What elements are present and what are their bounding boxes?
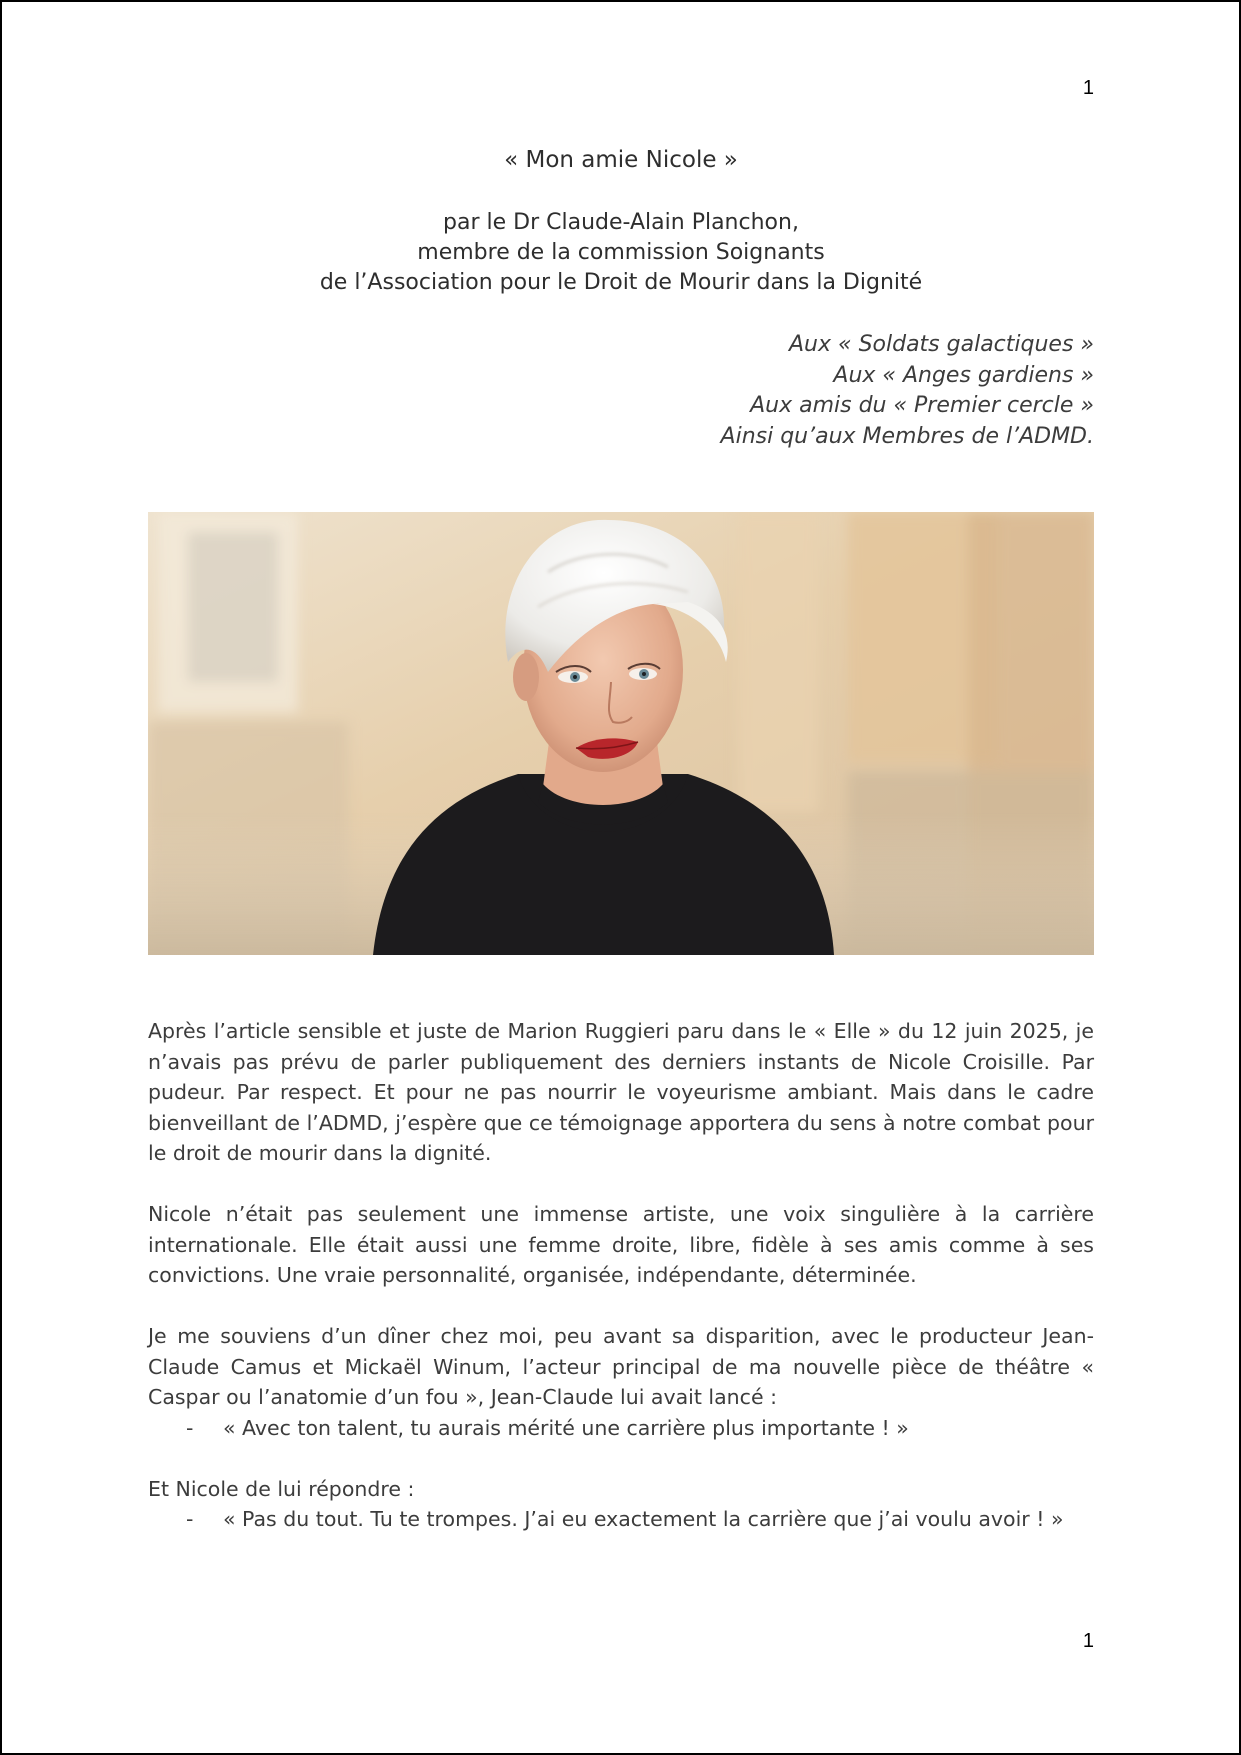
byline-line: membre de la commission Soignants (417, 240, 825, 265)
paragraph: Et Nicole de lui répondre : (148, 1476, 415, 1501)
dedication-line: Ainsi qu’aux Membres de l’ADMD. (720, 423, 1094, 449)
quote-text: « Avec ton talent, tu aurais mérité une carrière plus importante ! » (223, 1415, 909, 1440)
dedication-line: Aux « Anges gardiens » (833, 362, 1094, 388)
list-dash: - (186, 1507, 194, 1531)
quote-item (148, 1504, 1094, 1535)
dedication (602, 330, 1094, 452)
portrait-photo (148, 512, 1094, 955)
byline-line: par le Dr Claude-Alain Planchon, (443, 210, 799, 235)
quote-text: « Pas du tout. Tu te trompes. J’ai eu exactement la carrière que j’ai voulu avoir ! » (223, 1507, 1064, 1531)
paragraph: Nicole n’était pas seulement une immense artiste, une voix singulière à la carrière internationale. Elle était aussi une femme droite, libre, fidèle à ses amis comme à ses convictions. Une vraie personnalité, organisée, indépendante, déterminée. (148, 1202, 1094, 1287)
paragraph: Après l’article sensible et juste de Marion Ruggieri paru dans le « Elle » du 12 juin 2025, je n’avais pas prévu de parler publiquement des derniers instants de Nicole Croisille. Par pudeur. Par respect. Et pour ne pas nourrir le voyeurisme ambiant. Mais dans le cadre bienveillant de l’ADMD, j’espère que ce témoignage apportera du sens à notre combat pour le droit de mourir dans la dignité. (148, 1019, 1094, 1165)
byline-line: de l’Association pour le Droit de Mourir dans la Dignité (319, 270, 923, 295)
page-number-header: 1 (1082, 77, 1094, 99)
author-byline (148, 208, 1094, 298)
page-number-footer: 1 (1082, 1630, 1094, 1652)
quote-item (148, 1413, 1094, 1444)
list-dash: - (186, 1415, 194, 1440)
paragraph: Je me souviens d’un dîner chez moi, peu avant sa disparition, avec le producteur Jean-Claude Camus et Mickaël Winum, l’acteur principal de ma nouvelle pièce de théâtre « Caspar ou l’anatomie d’un fou », Jean-Claude lui avait lancé : (148, 1324, 1094, 1409)
dedication-line: Aux amis du « Premier cercle » (750, 393, 1094, 418)
document-title: « Mon amie Nicole » (504, 147, 738, 173)
dedication-line: Aux « Soldats galactiques » (789, 332, 1094, 357)
article-body (148, 1016, 1094, 1565)
